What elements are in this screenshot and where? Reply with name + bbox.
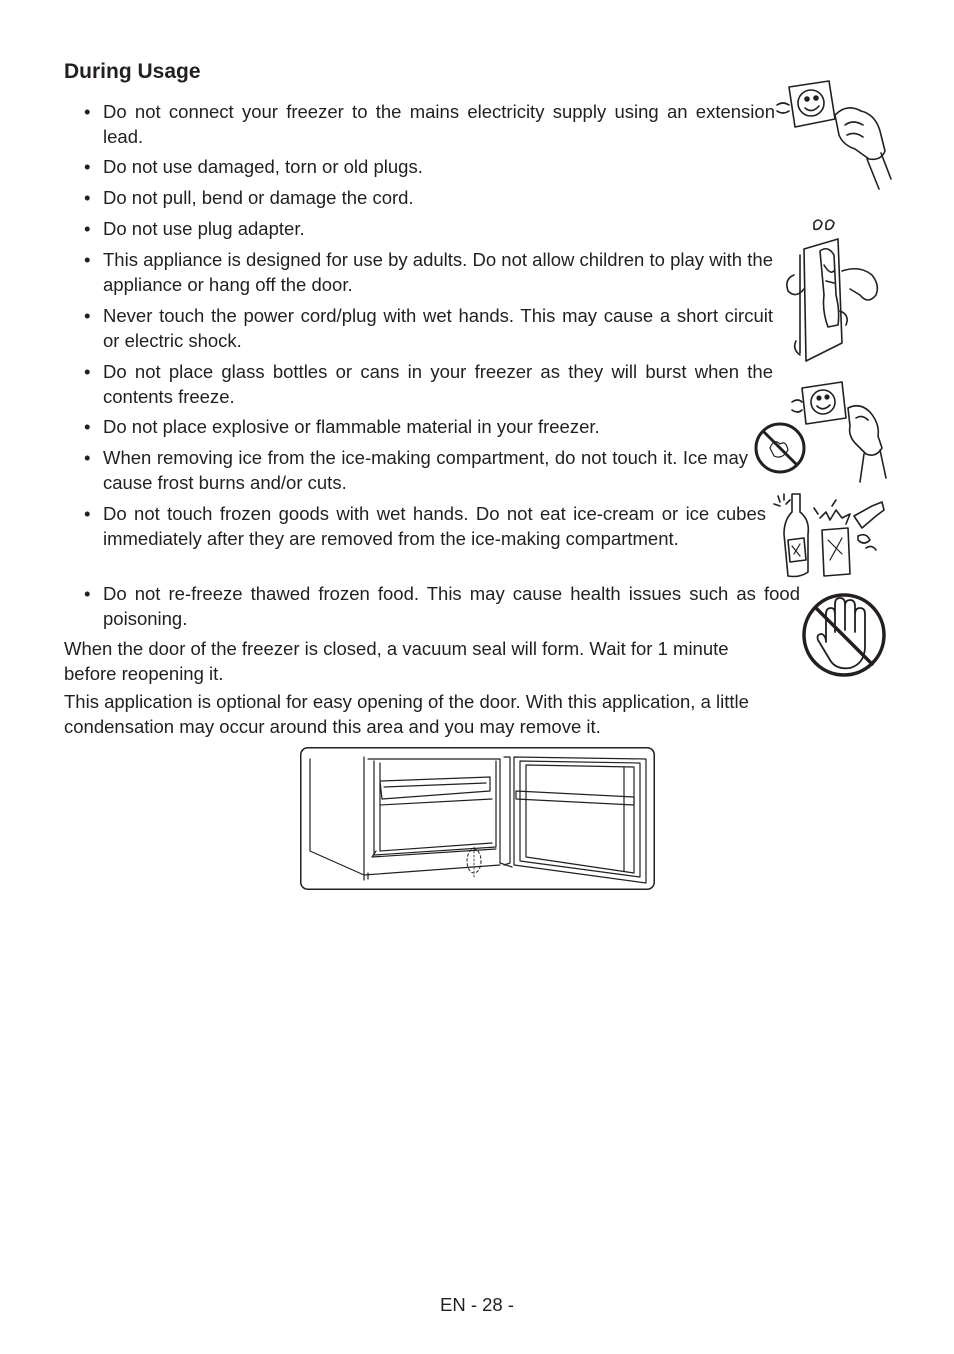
bullet-icon: • xyxy=(84,187,91,208)
bullet-text: Do not touch frozen goods with wet hands. Do not eat ice-cream or ice cubes immediately after they are removed from the ice-making compartment. xyxy=(103,503,766,549)
bullet-icon: • xyxy=(84,218,91,239)
bullet-text: Do not use plug adapter. xyxy=(103,218,305,239)
bullet-text: Do not connect your freezer to the mains electricity supply using an extension lead. xyxy=(103,101,775,147)
no-wet-hands-socket-icon xyxy=(752,378,892,488)
plug-socket-hand-icon xyxy=(775,75,895,190)
bullet-icon: • xyxy=(84,583,91,604)
section-heading: During Usage xyxy=(64,60,201,83)
vacuum-seal-paragraph: When the door of the freezer is closed, a vacuum seal will form. Wait for 1 minute before reopening it. xyxy=(64,638,729,684)
bullet-text: Do not pull, bend or damage the cord. xyxy=(103,187,414,208)
child-hanging-door-icon xyxy=(780,215,890,365)
bullet-icon: • xyxy=(84,101,91,122)
freezer-door-open-diagram xyxy=(300,747,655,890)
condensation-paragraph: This application is optional for easy opening of the door. With this application, a little condensation may occur around this area and you may remove it. xyxy=(64,691,749,737)
bullet-icon: • xyxy=(84,361,91,382)
bullet-text: Never touch the power cord/plug with wet hands. This may cause a short circuit or electric shock. xyxy=(103,305,773,351)
page-number: EN - 28 - xyxy=(439,1294,515,1315)
bullet-icon: • xyxy=(84,447,91,468)
bursting-bottles-icon xyxy=(770,490,890,580)
bullet-icon: • xyxy=(84,305,91,326)
bullet-text: Do not place explosive or flammable material in your freezer. xyxy=(103,416,600,437)
bullet-icon: • xyxy=(84,156,91,177)
bullet-icon: • xyxy=(84,249,91,270)
bullet-icon: • xyxy=(84,416,91,437)
bullet-icon: • xyxy=(84,503,91,524)
bullet-text: This appliance is designed for use by adults. Do not allow children to play with the appliance or hang off the door. xyxy=(103,249,773,295)
bullet-text: Do not use damaged, torn or old plugs. xyxy=(103,156,423,177)
bullet-text: Do not re-freeze thawed frozen food. This may cause health issues such as food poisoning. xyxy=(103,583,800,629)
bullet-text: Do not place glass bottles or cans in your freezer as they will burst when the contents freeze. xyxy=(103,361,773,407)
bullet-text: When removing ice from the ice-making compartment, do not touch it. Ice may cause frost burns and/or cuts. xyxy=(103,447,748,493)
no-touch-hand-icon xyxy=(800,592,890,680)
